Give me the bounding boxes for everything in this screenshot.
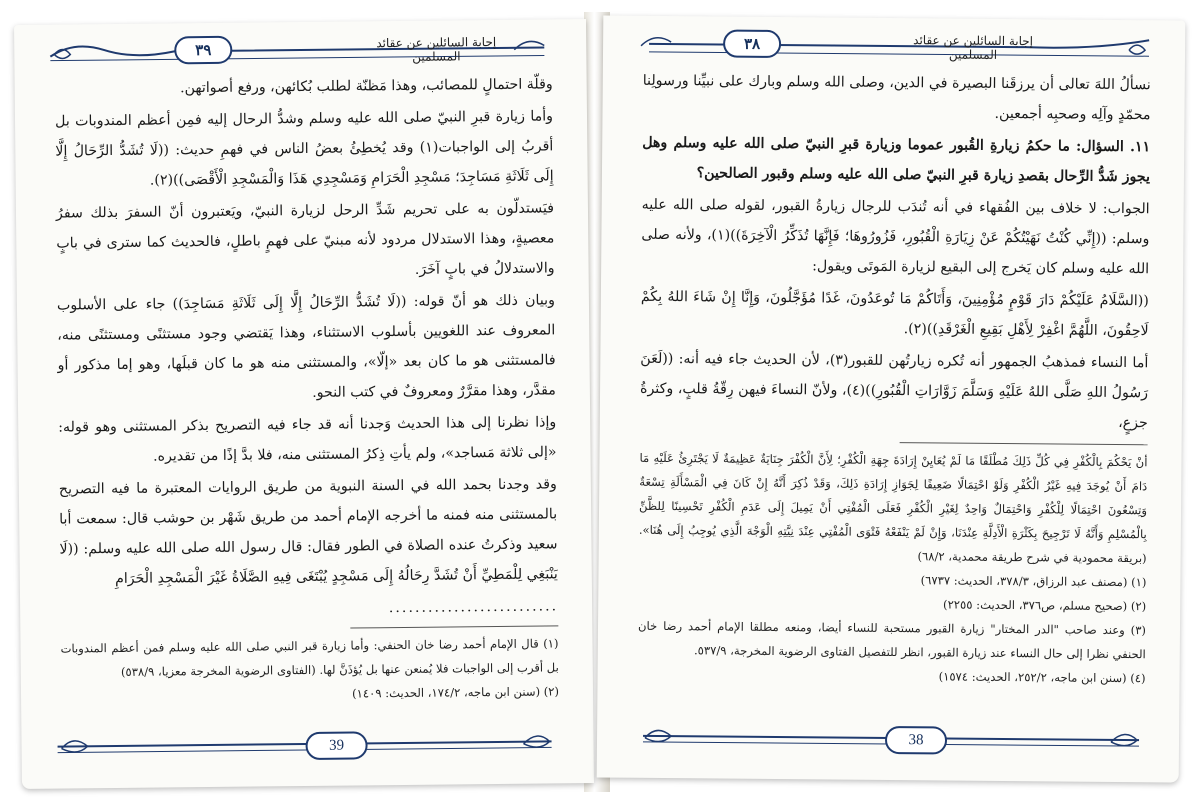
left-body xyxy=(55,69,559,628)
header-title: إجابة السائلين عن عقائد المسلمين xyxy=(913,33,1034,62)
paragraph: فيَستدلّون به على تحريم شَدِّ الرحل لزيارة النبيّ، ويَعتبرون أنّ السفرَ بذلك سفرُ معصيةٍ، وهذا الاستدلال مردود لأنه مبنيّ على فهمٍ باطلٍ، فالحديث كما سترى في بابٍ والاستدلالُ في بابٍ آخَرَ. xyxy=(55,200,555,278)
continuation-dots: .......................... xyxy=(388,598,559,617)
answer-paragraph: الجواب: لا خلاف بين الفُقهاء في أنه تُندَب للرجال زيارةُ القبور، لقوله صلى الله عليه وسلم: ((إِنِّي كُنْتُ نَهَيْتُكُمْ عَنْ زِيَارَةِ الْقُبُورِ، فَزُورُوهَا؛ فَإِنَّهَا تُذَكِّرُ الْآخِرَةَ))(١)، ولأنه صلى الله عليه وسلم كان يَخرج إلى البقيع لزيارة المَوتَى ويقول: xyxy=(641,196,1150,278)
footnote-separator xyxy=(350,625,558,628)
paragraph: وقد وجدنا بحمد الله في السنة النبوية من طريق الروايات المعتبرة ما فيه التصريح بالمستثنى منه فمنه ما أخرجه الإمام أحمد من طريق شَهْر بن حوشب قال: سمعت أبا سعيد وذكرتُ عنده الصلاة في الطور فقال: قال رسول الله صلى الله عليه وسلم: ((لَا يَنْبَغِي لِلْمَطِيِّ أَنْ تُشَدَّ رِحَالُهُ إِلَى مَسْجِدٍ يُبْتَغَى فِيهِ الصَّلَاةُ غَيْرَ الْمَسْجِدِ الْحَرَامِ xyxy=(58,476,558,587)
left-footer xyxy=(51,725,563,764)
paragraph: وإذا نظرنا إلى هذا الحديث وَجدنا أنه قد جاء فيه التصريح بذكر المستثنى وهو قوله: «إلى ثلاثة مَساجد»، ولم يأتِ ذِكرُ المستثنى منه، فلا بدَّ إذًا من تقديره. xyxy=(58,414,557,465)
footnote: (٤) (سنن ابن ماجه، ٢٥٢/٢، الحديث: ١٥٧٤) xyxy=(938,669,1146,686)
footnote: (١) (مصنف عبد الرزاق، ٣٧٨/٣، الحديث: ٦٧٣٧) xyxy=(920,573,1147,590)
header-title: إجابة السائلين عن عقائد المسلمين xyxy=(376,34,497,64)
paragraph: وقلّة احتمالٍ للمصائب، وهذا مَظنّة لطلب بُكائهن، ورفع أصواتهن. xyxy=(179,76,553,97)
answer-paragraph: أما النساء فمذهبُ الجمهور أنه تُكره زيارتُهن للقبور(٣)، لأن الحديث جاء فيه أنه: ((لَعَنَ رَسُولُ اللهِ صَلَّى اللهُ عَلَيْهِ وَسَلَّمَ زَوَّارَاتِ الْقُبُورِ))(٤)، ولأنّ النساءَ فيهن رِقّةُ قلبٍ، وكثرةُ جزعٍ، xyxy=(640,350,1149,432)
footnote-continued: أنْ يَحْكُمَ بِالْكُفْرِ فِي كُلِّ ذَلِكَ مُطْلَقًا مَا لَمْ يُعَايِنْ إِرَادَةَ جِهَةِ الْكُفْرِ؛ لِأَنَّ الْكُفْرَ جِنَايَةٌ عَظِيمَةٌ لَا يَجْتَرِئُ عَلَيْهِ مَا دَامَ أَنْ يُوجَدَ فِيهِ غَيْرُ الْكُفْرِ وَلَوْ احْتِمَالًا ضَعِيفًا لِجَوَازِ إِرَادَةِ ذَلِكَ، وَقَدْ ذُكِرَ أَنَّهُ إِنْ كَانَ فِي الْمَسْأَلَةِ تِسْعَةٌ وَتِسْعُونَ احْتِمَالًا لِلْكُفْرِ وَاحْتِمَالٌ وَاحِدٌ لِغَيْرِ الْكُفْرِ فَعَلَى الْمُفْتِي أَنْ يَمِيلَ إِلَى عَدَمِ الْكُفْرِ تَحْسِينًا لِلظَّنِّ بِالْمُسْلِمِ وَأَنَّهُ لَا تَرْجِيحَ بِكَثْرَةِ الْأَدِلَّةِ عِنْدَنَا، وَإِنْ لَمْ يَنْفَعْهُ فَتْوَى الْمُفْتِي عِنْدَ نِيَّتِهِ الْوَجْهَ الَّذِي يُوجِبُ إِلَى هُنَا». (بريقة محمودية في شرح طريقة محمدية، ٦٨/٢) xyxy=(638,450,1148,566)
paragraph: وأما زيارة قبرِ النبيّ صلى الله عليه وسلم وشدُّ الرحال إليه فمِن أعظم المندوبات بل أقربُ إلى الواجبات(١) وقد يُخطِئُ بعضُ الناس في فهمِ حديث: ((لَا تُشَدُّ الرِّحَالُ إِلَّا إِلَى ثَلَاثَةِ مَسَاجِدَ؛ مَسْجِدِ الْحَرَامِ وَمَسْجِدِي هَذَا وَالْمَسْجِدِ الْأَقْصَى))(٢). xyxy=(54,108,554,189)
left-page xyxy=(14,19,594,789)
right-page xyxy=(597,15,1186,782)
footnote: (٢) (سنن ابن ماجه، ١٧٤/٢، الحديث: ١٤٠٩) xyxy=(351,684,560,701)
left-footnotes xyxy=(60,631,559,708)
right-footer xyxy=(627,720,1149,759)
footnote: (٣) وعند صاحب "الدر المختار" زيارة القبور مستحبة للنساء أيضا، ومنعه مطلقا الإمام أحمد رضا خان الحنفي نظرا إلى حال النساء عند زيارة القبور، انظر للتفصيل الفتاوى الرضوية المخرجة، ٥٣٧/٩. xyxy=(637,618,1147,662)
footnote: (١) قال الإمام أحمد رضا خان الحنفي: وأما زيارة قبر النبي صلى الله عليه وسلم فمن أعظم المندوبات بل أقرب إلى الواجبات فلا يُمنعن عنها بل يُؤذَنَّ لها. (الفتاوى الرضوية المخرجة معزيا، ٥٣٨/٩) xyxy=(60,636,559,679)
header-page-number: ٣٩ xyxy=(174,36,232,65)
footnote: (٢) (صحيح مسلم، ص٣٧٦، الحديث: ٢٢٥٥) xyxy=(943,597,1147,614)
right-footnotes xyxy=(637,446,1147,690)
footer-page-number: 39 xyxy=(305,731,367,760)
question-heading: ١١. السؤال: ما حكمُ زيارةِ القُبور عموما وزيارة قبرِ النبيّ صلى الله عليه وسلم وهل يجوز شَدُّ الرِّحال بقصدِ زيارة قبرِ النبيّ صلى الله عليه وسلم وقبور الصالحين؟ xyxy=(642,134,1151,186)
paragraph: نسألُ اللهَ تعالى أن يرزقَنا البصيرة في الدين، وصلى الله وسلم وبارك على نبيِّنا ورسولِنا محمّدٍ وآلِه وصحبِه أجمعين. xyxy=(642,72,1151,124)
header-page-number: ٣٨ xyxy=(723,30,781,59)
left-header xyxy=(44,29,556,68)
answer-paragraph: ((السَّلَامُ عَلَيْكُمْ دَارَ قَوْمٍ مُؤْمِنِينَ، وَأَتَاكُمْ مَا تُوعَدُونَ، غَدًا مُؤَجَّلُونَ، وَإِنَّا إِنْ شَاءَ اللهُ بِكُمْ لَاحِقُونَ، اللَّهُمَّ اغْفِرْ لِأَهْلِ بَقِيعِ الْغَرْقَدِ))(٢). xyxy=(640,288,1149,340)
paragraph: وبيان ذلك هو أنّ قوله: ((لَا تُشَدُّ الرِّحَالُ إِلَّا إِلَى ثَلَاثَةِ مَسَاجِدَ)) جاء على الأسلوب المعروف عند اللغويين بأسلوب الاستثناء، وهذا يَقتضي وجود مستثنًى ومستثنًى منه، فالمستثنى هو ما كان بعد «إلّا»، والمستثنى منه هو ما كان قبلَها، وهو إما مذكور أو مقدَّر، وهذا مقرَّرٌ ومعروفٌ في كتب النحو. xyxy=(56,292,556,401)
footnote-separator xyxy=(900,442,1148,445)
footer-page-number: 38 xyxy=(885,726,947,755)
right-body xyxy=(640,66,1151,440)
right-header xyxy=(633,26,1155,65)
